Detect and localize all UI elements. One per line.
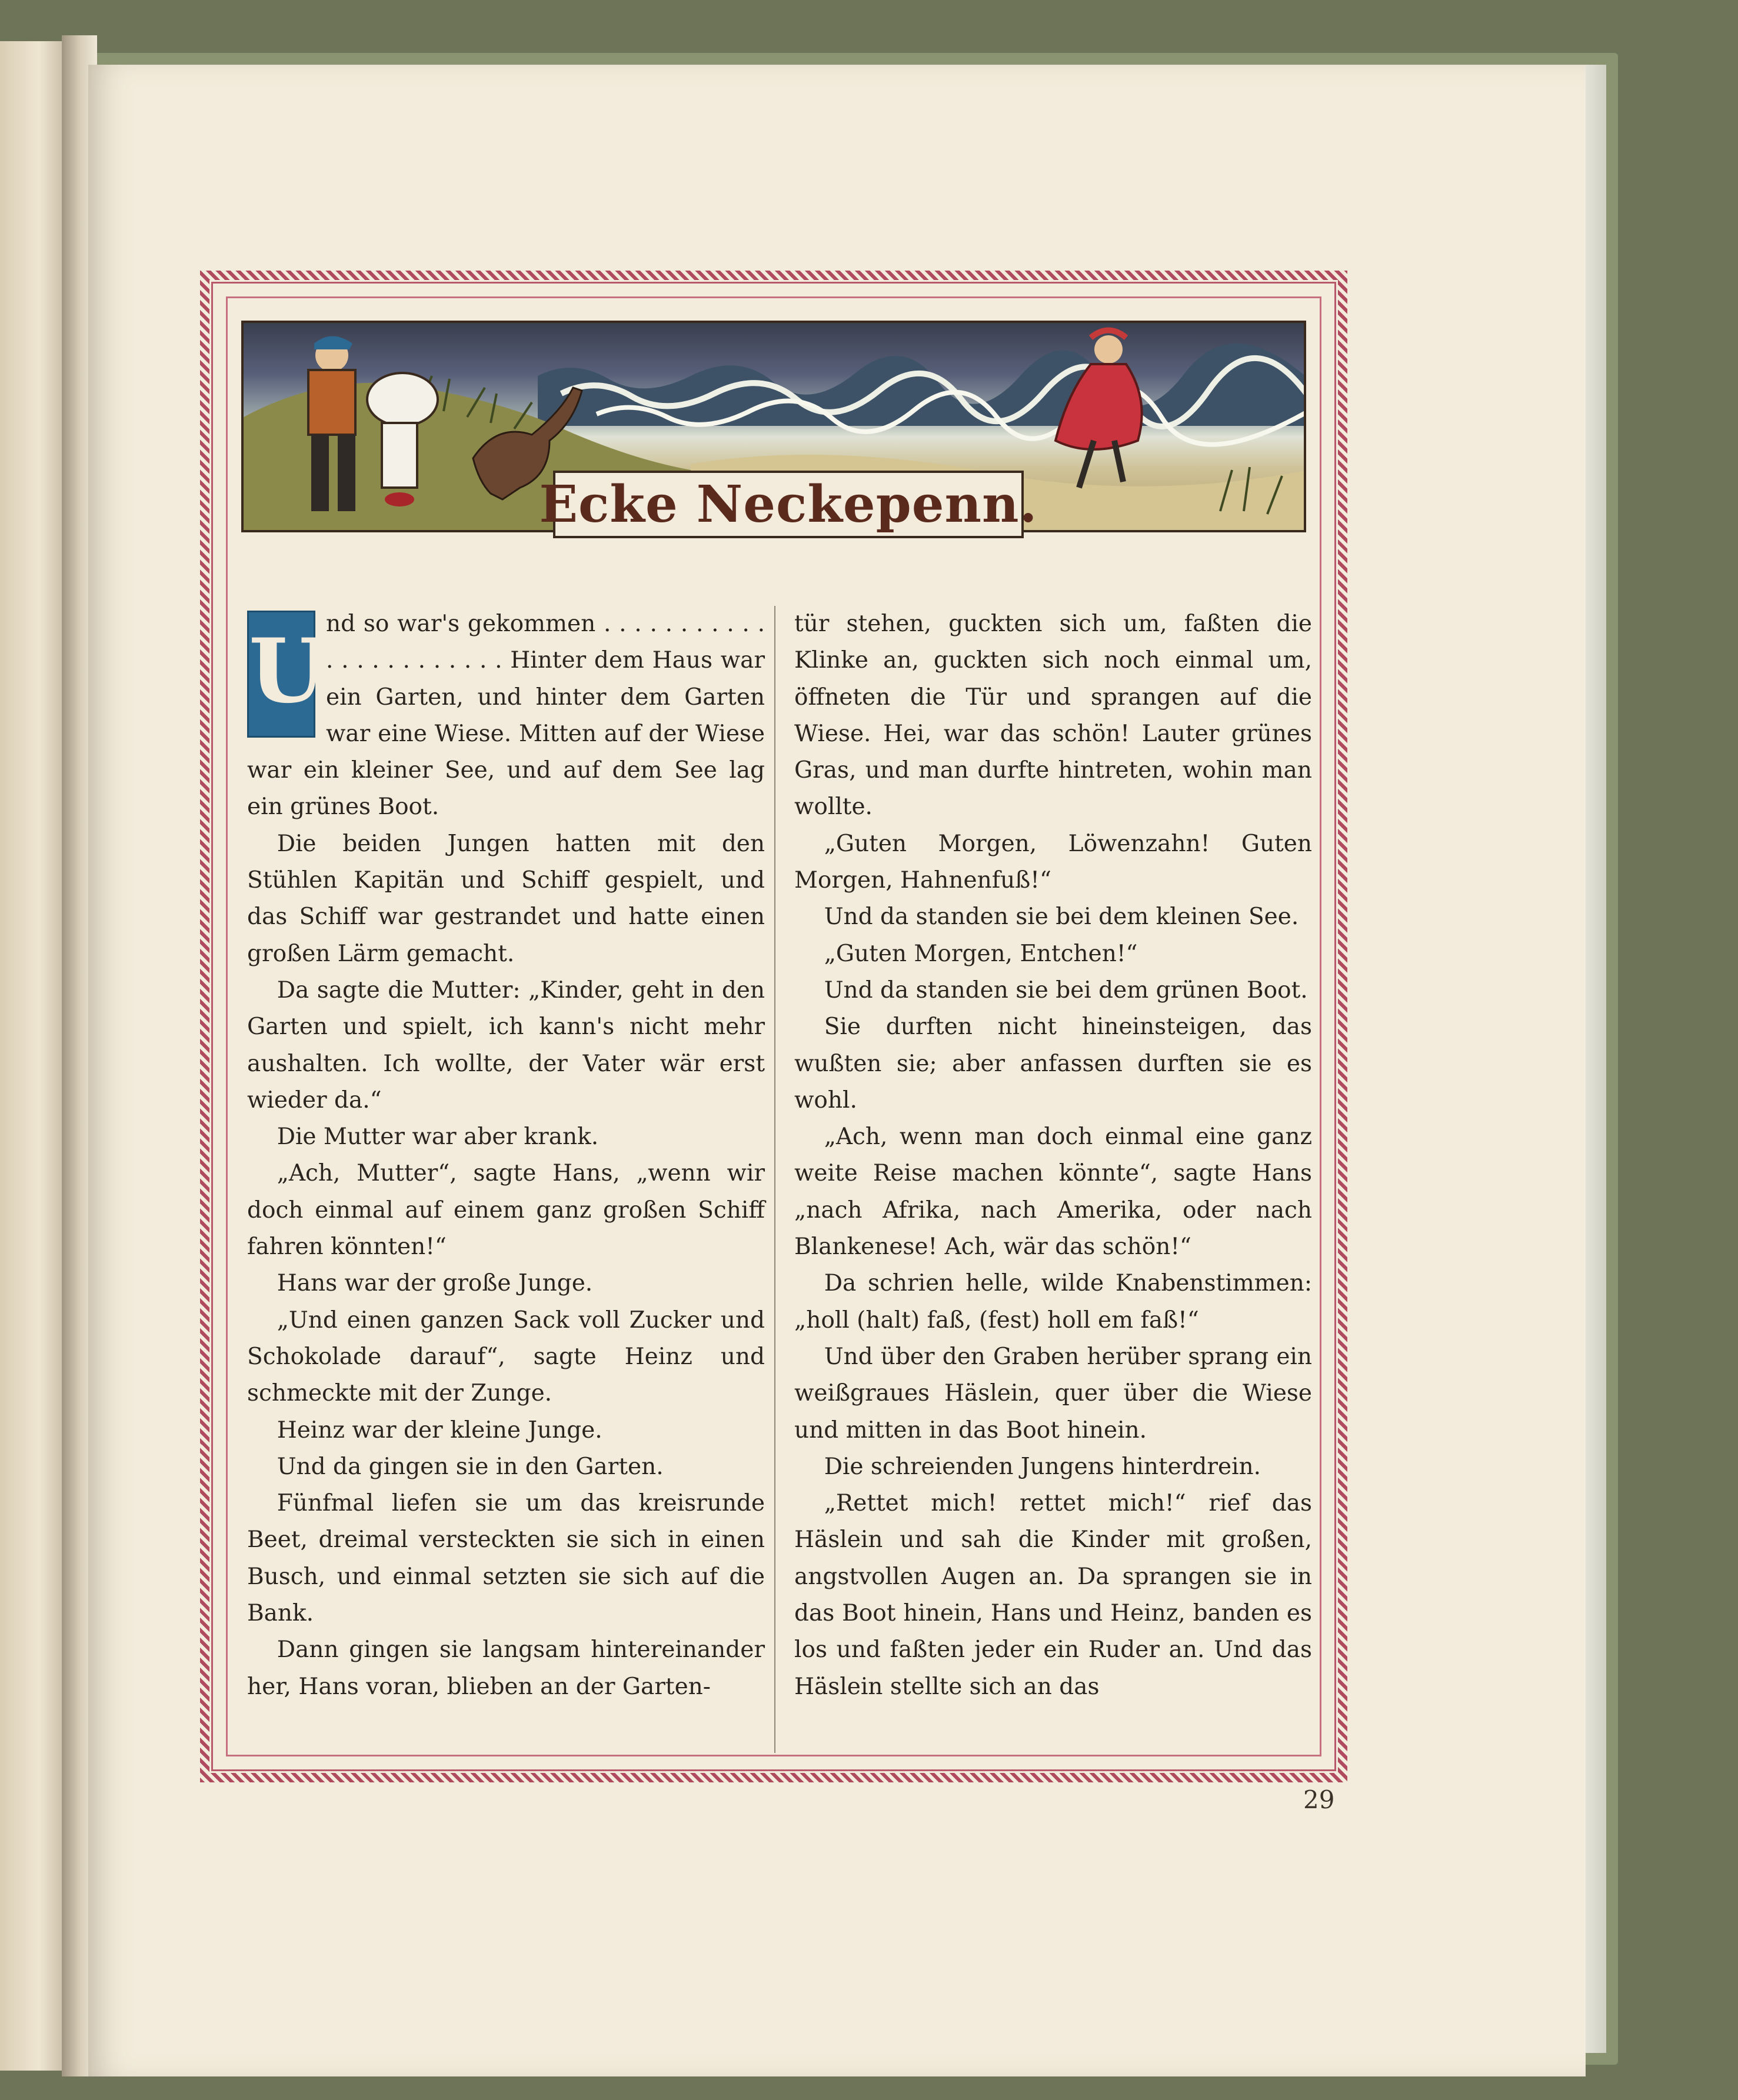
paragraph: Und da standen sie bei dem kleinen See. (824, 904, 1299, 931)
paragraph: Heinz war der kleine Junge. (277, 1416, 602, 1444)
page-number: 29 (1303, 1785, 1335, 1814)
paragraph: Und da gingen sie in den Garten. (277, 1453, 664, 1480)
column-divider (774, 606, 775, 1753)
drop-cap-initial: U (247, 611, 315, 738)
chapter-title: Ecke Neckepenn. (539, 475, 1038, 534)
paragraph: Dann gingen sie langsam hintereinander her, Hans voran, blieben an der Garten- (247, 1636, 765, 1700)
paragraph: Und über den Graben herüber sprang ein weißgraues Häslein, quer über die Wiese und mitten in das Boot hinein. (794, 1343, 1312, 1444)
paragraph: „Guten Morgen, Entchen!“ (824, 940, 1138, 967)
paragraph: Da schrien helle, wilde Knabenstimmen: „holl (halt) faß, (fest) holl em faß!“ (794, 1270, 1312, 1334)
paragraph: Die beiden Jungen hatten mit den Stühlen Kapitän und Schiff gespielt, und das Schiff war gestrandet und hatte einen großen Lärm gemacht. (247, 830, 765, 967)
paragraph: Sie durften nicht hineinsteigen, das wußten sie; aber anfassen durften sie es wohl. (794, 1014, 1312, 1114)
text-column-left (247, 606, 765, 1705)
paragraph: „Guten Morgen, Löwenzahn! Guten Morgen, Hahnenfuß!“ (794, 830, 1312, 894)
paragraph: Da sagte die Mutter: „Kinder, geht in den Garten und spielt, ich kann's nicht mehr aushalten. Ich wollte, der Vater wär erst wieder da.“ (247, 976, 765, 1114)
paragraph: Und da standen sie bei dem grünen Boot. (824, 976, 1308, 1004)
paragraph: „Ach, Mutter“, sagte Hans, „wenn wir doch einmal auf einem ganz großen Schiff fahren könnten!“ (247, 1160, 765, 1261)
paragraph: „Rettet mich! rettet mich!“ rief das Häslein und sah die Kinder mit großen, angstvollen Augen an. Da sprangen sie in das Boot hinein, Hans und Heinz, banden es los und faßten jeder ein Ruder an. Und das Häslein stellte sich an das (794, 1490, 1312, 1700)
text-column-right (794, 606, 1312, 1705)
paragraph: Hans war der große Junge. (277, 1270, 593, 1297)
paragraph: „Ach, wenn man doch einmal eine ganz weite Reise machen könnte“, sagte Hans „nach Afrika, nach Amerika, oder nach Blankenese! Ach, wär das schön!“ (794, 1124, 1312, 1261)
paragraph: tür stehen, guckten sich um, faßten die Klinke an, guckten sich noch einmal um, öffneten die Tür und sprangen auf die Wiese. Hei, war das schön! Lauter grünes Gras, und man durfte hintreten, wohin man wollte. (794, 611, 1312, 821)
facing-page-edge (0, 41, 65, 2071)
paragraph: Fünfmal liefen sie um das kreisrunde Beet, dreimal versteckten sie sich in einen Busch, und einmal setzten sie sich auf die Bank. (247, 1490, 765, 1627)
paragraph: Die Mutter war aber krank. (277, 1124, 599, 1151)
chapter-title-box (539, 471, 1038, 538)
paragraph: „Und einen ganzen Sack voll Zucker und Schokolade darauf“, sagte Heinz und schmeckte mit der Zunge. (247, 1306, 765, 1407)
paragraph: nd so war's gekommen . . . . . . . . . . . . . . . . . . . . . . . Hinter dem Haus war ein Garten, und hinter dem Garten war eine Wiese. Mitten auf der Wiese war ein kleiner See, und auf dem See lag ein grünes Boot. (247, 611, 765, 821)
paragraph: Die schreienden Jungens hinterdrein. (824, 1453, 1261, 1480)
